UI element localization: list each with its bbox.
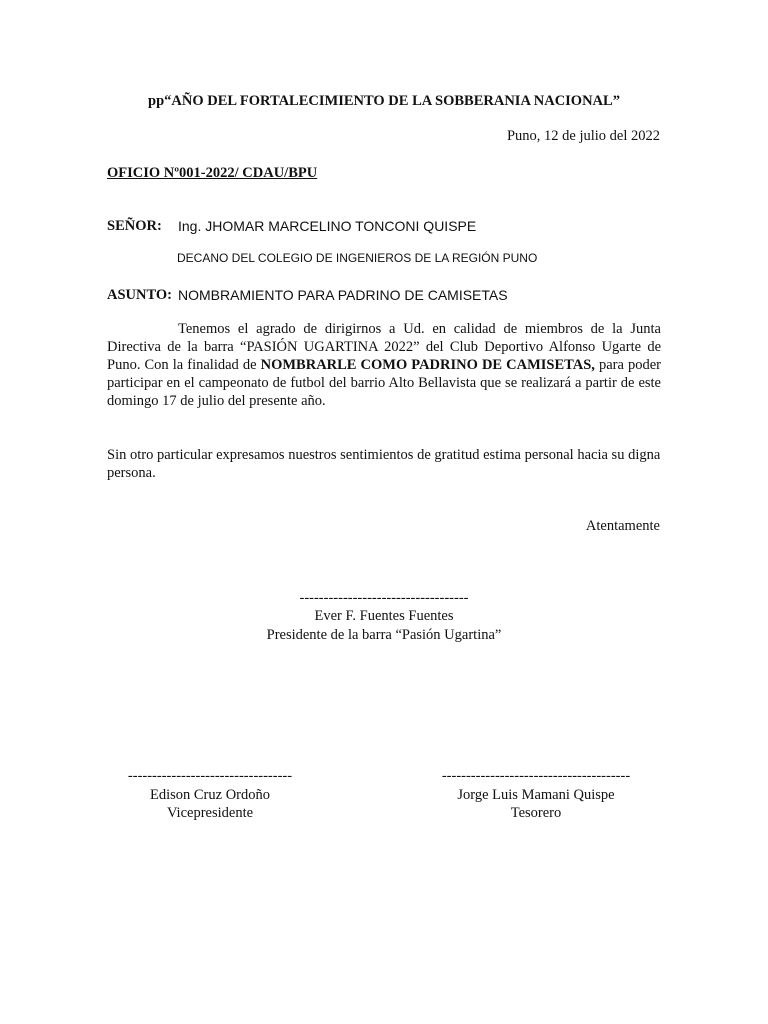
vice-signature-line: ---------------------------------- bbox=[127, 768, 293, 784]
subject-label: ASUNTO: bbox=[107, 287, 172, 303]
treasurer-signature-line: --------------------------------------- bbox=[441, 768, 631, 784]
regards: Atentamente bbox=[585, 518, 660, 534]
treasurer-name: Jorge Luis Mamani Quispe bbox=[457, 787, 615, 803]
year-motto: pp“AÑO DEL FORTALECIMIENTO DE LA SOBBERANIA NACIONAL” bbox=[148, 93, 620, 109]
treasurer-role: Tesorero bbox=[510, 805, 562, 821]
recipient-position: DECANO DEL COLEGIO DE INGENIEROS DE LA REGIÓN PUNO bbox=[177, 251, 538, 265]
body-paragraph bbox=[107, 320, 661, 410]
body-text-bold: NOMBRARLE COMO PADRINO DE CAMISETAS, bbox=[260, 357, 595, 373]
vice-role: Vicepresidente bbox=[166, 805, 254, 821]
recipient-name: Ing. JHOMAR MARCELINO TONCONI QUISPE bbox=[178, 218, 477, 234]
subject-text: NOMBRAMIENTO PARA PADRINO DE CAMISETAS bbox=[178, 287, 508, 303]
president-signature-line: ----------------------------------- bbox=[299, 590, 469, 606]
closing-paragraph: Sin otro particular expresamos nuestros sentimientos de gratitud estima personal hacia su digna persona. bbox=[107, 447, 661, 481]
body-text-end: para poder participar en el campeonato de futbol del barrio Alto Bellavista que se realizará a partir de este domingo 17 de julio del presente año. bbox=[107, 357, 662, 409]
oficio-number: OFICIO Nº001-2022/ CDAU/BPU bbox=[107, 165, 318, 181]
recipient-label: SEÑOR: bbox=[107, 218, 162, 234]
president-name: Ever F. Fuentes Fuentes bbox=[314, 608, 454, 624]
document-date: Puno, 12 de julio del 2022 bbox=[506, 128, 660, 144]
vice-name: Edison Cruz Ordoño bbox=[149, 787, 270, 803]
president-role: Presidente de la barra “Pasión Ugartina” bbox=[266, 627, 502, 643]
body-text-start: Tenemos el agrado de dirigirnos a Ud. en calidad de miembros de la Junta Directiva de la barra “PASIÓN UGARTINA 2022” del Club Deportivo Alfonso Ugarte de Puno. Con la finalidad de bbox=[107, 321, 661, 373]
